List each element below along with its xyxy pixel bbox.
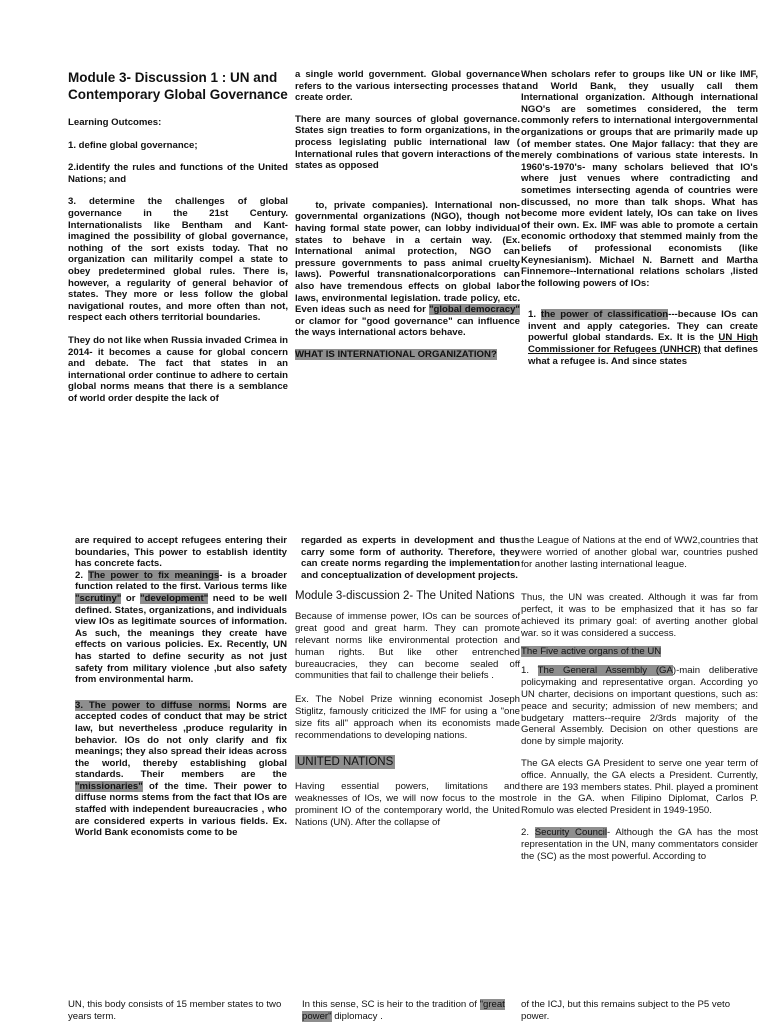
five-organs-highlight: The Five active organs of the UN xyxy=(521,645,662,657)
power-1-number: 1. xyxy=(528,309,541,321)
fix-meanings-text-b: or xyxy=(121,592,140,604)
page1-column1 xyxy=(68,69,288,412)
refugee-paragraph: are required to accept refugees entering their boundaries, This power to establish identity has concrete facts. xyxy=(75,535,287,570)
diffuse-norms-text-b: of the time. Their power to diffuse norms stems from the fact that IOs are staffed with independent bureaucracies , who are considered experts in various fields. Ex. World Bank economists come to be xyxy=(75,780,287,839)
page2-column1 xyxy=(75,535,287,847)
stiglitz-paragraph: Ex. The Nobel Prize winning economist Joseph Stiglitz, famously criticized the IMF for using a "one size fits all" approach when its economists made recommendations to developing nations. xyxy=(295,694,520,741)
fix-meanings-text-a: - is a broader function related to the first. Various terms like xyxy=(75,569,288,593)
page1-column3 xyxy=(521,69,758,375)
russia-paragraph: They do not like when Russia invaded Crimea in 2014- it becomes a cause for global concern and debate. The fact that states in an international order continue to adhere to certain global norms means that there is a semblance of world order despite the lack of xyxy=(68,334,288,404)
icj-paragraph: of the ICJ, but this remains subject to the P5 veto power. xyxy=(521,999,731,1022)
security-council-highlight: Security Council xyxy=(534,826,608,838)
ngo-text: to, private companies). International non-governmental organizations (NGO), though not having formal state power, can lobby individual states to behave in a certain way. (Ex. International animal protection, NGO can pressure governments to pass animal cruelty laws). Powerful transnationalcorporations can also have tremendous effects on global labor laws, environmental legislation. trade policy, etc. Even ideas such as need for xyxy=(295,199,520,316)
page3-column1 xyxy=(68,999,290,1031)
power-fix-meanings-highlight: The power to fix meanings xyxy=(88,569,220,581)
page2-column3 xyxy=(521,535,758,870)
fix-meanings-text-c: need to be well defined. States, organizations, and individuals view IOs as legitimate sources of information. As such, the meanings they create have effects on various policies. Ex. Recently, UN has started to define security as not just safety from military violence ,but also safety from environmental harm. xyxy=(75,592,287,686)
power-classification-highlight: the power of classification xyxy=(540,309,669,321)
discussion2-heading: Module 3-discussion 2- The United Nations xyxy=(295,590,515,603)
outcome-3-paragraph: 3. determine the challenges of global governance in the 21st Century. Internationalists like Bentham and Kant-imagined the possibility of global governance, nothing of the sort exists today. That no organization can militarily compel a state to obey predetermined global rules. There is, however, a regularity of general behavior of states. They more or less follow the global navigational routes, and more often than not, respect each others territorial boundaries. xyxy=(68,196,288,324)
global-democracy-highlight: "global democracy" xyxy=(428,304,520,316)
league-paragraph: the League of Nations at the end of WW2,countries that were worried of another global war, countries pushed for another lasting international league. xyxy=(521,535,758,570)
module-title: Module 3- Discussion 1 : UN and Contemporary Global Governance xyxy=(68,70,288,102)
un-created-paragraph: Thus, the UN was created. Although it was far from perfect, it was to be emphasized that it has so far achieved its primary goal: of averting another global war. so it was considered a success. xyxy=(521,592,758,639)
five-organs-heading xyxy=(521,646,758,658)
power-fix-meanings-paragraph xyxy=(75,570,287,686)
power-diffuse-norms-highlight: 3. The power to diffuse norms. xyxy=(75,699,231,711)
learning-outcomes-label: Learning Outcomes: xyxy=(68,117,162,128)
development-highlight: "development" xyxy=(140,592,209,604)
outcome-1: 1. define global governance; xyxy=(68,139,198,151)
page3-column2 xyxy=(302,999,520,1031)
ngo-paragraph xyxy=(295,200,520,339)
united-nations-highlight: UNITED NATIONS xyxy=(297,756,394,769)
global-governance-paragraph: a single world government. Global governance refers to the various intersecting processes that create order. xyxy=(295,69,520,104)
sources-paragraph: There are many sources of global governance. States sign treaties to form organizations, in the process legislating public international law ( International rules that govern interactions of the states as opposed xyxy=(295,113,520,172)
page2-column2 xyxy=(295,535,520,837)
sc-members-paragraph: UN, this body consists of 15 member states to two years term. xyxy=(68,999,282,1022)
organ-1-number: 1. xyxy=(521,665,538,677)
united-nations-heading xyxy=(295,755,520,769)
great-power-paragraph xyxy=(302,999,520,1023)
ngo-text-end: or clamor for "good governance" can influence the ways international actors behave. xyxy=(295,315,520,339)
power-classification-text: ---because IOs can invent and apply categories. They can create powerful global standards. Ex. It is the xyxy=(528,309,758,344)
power-classification-paragraph xyxy=(521,309,758,367)
page3-column3 xyxy=(521,999,758,1031)
security-council-paragraph xyxy=(521,827,758,862)
io-heading-highlight: WHAT IS INTERNATIONAL ORGANIZATION? xyxy=(295,348,497,360)
scrutiny-highlight: "scrutiny" xyxy=(75,592,122,604)
unhcr-underlined: UN High Commissioner for Refugees (UNHCR) xyxy=(528,332,759,356)
general-assembly-text: )-main deliberative policymaking and representative organ. According yo UN charter, decisions on important questions, such as: peace and security; admission of new members; and budgetary matters--require 2/3rds majority of the General Assembly. Decision on other questions are done by simple majority. xyxy=(521,665,758,748)
ga-president-paragraph: The GA elects GA President to serve one year term of office. Annually, the GA elects a President. Currently, there are 193 members states. Phil. played a prominent role in the GA. when Filipino Diplomat, Carlos P. Romulo was elected President in 1949-1950. xyxy=(521,757,758,817)
great-power-highlight: "great power" xyxy=(302,999,505,1022)
io-definition-paragraph: When scholars refer to groups like UN or like IMF, and World Bank, they usually call them International organization. Although international NGO's are sometimes considered, the term commonly refers to international intergovernmental organizations or groups that are primarily made up of member states. One Major fallacy: that they are merely combinations of various state interests. In 1960's-1970's- many scholars believed that IO's where just venues where contradicting and sometimes intersecting agenda of countries were discussed, no more than talk shops. What has become more evident lately, IOs can take on lives of their own. Ex. IMF was able to promote a certain economic orthodoxy that stemmed mainly from the beliefs of professional economists (like Keynesianism). Michael N. Barnett and Martha Finnemore--International relations scholars ,listed the following powers of IOs: xyxy=(521,69,758,289)
experts-paragraph: regarded as experts in development and thus carry some form of authority. Therefore, they can create norms regarding the implementation and conceptualization of development projects. xyxy=(301,535,520,581)
page1-column2 xyxy=(295,69,520,368)
diffuse-norms-text-a: Norms are accepted codes of conduct that may be strict law, but nevertheless ,produce regularity in behavior. IOs do not only clarify and fix meanings; they also spread their ideas across the world, thereby establishing global standards. Their members are the xyxy=(75,699,287,781)
power-classification-end: that defines what a refugee is. And since states xyxy=(528,344,758,367)
immense-power-paragraph: Because of immense power, IOs can be sources of great good and great harm. They can promote relevant norms like environmental protection and human rights. But like other entrenched bureaucracies, they can become sealed off communities that fail to challenge their beliefs . xyxy=(295,611,520,682)
great-power-text: In this sense, SC is heir to the tradition of xyxy=(302,999,480,1010)
great-power-text-end: diplomacy . xyxy=(331,1010,383,1022)
outcome-2: 2.identify the rules and functions of the United Nations; and xyxy=(68,162,288,185)
security-council-text: - Although the GA has the most representation in the UN, many commentators consider the (SC) as the most powerful. According to xyxy=(521,826,758,862)
un-intro-paragraph: Having essential powers, limitations and weaknesses of IOs, we will now focus to the most prominent IO of the contemporary world, the United Nations (UN). After the collapse of xyxy=(295,781,520,828)
general-assembly-highlight: The General Assembly (GA xyxy=(537,665,673,677)
power-2-number: 2. xyxy=(75,569,89,581)
power-diffuse-norms-paragraph xyxy=(75,700,287,839)
io-heading xyxy=(295,349,520,361)
organ-2-number: 2. xyxy=(521,826,535,838)
missionaries-highlight: "missionaries" xyxy=(75,780,143,792)
general-assembly-paragraph xyxy=(521,665,758,748)
